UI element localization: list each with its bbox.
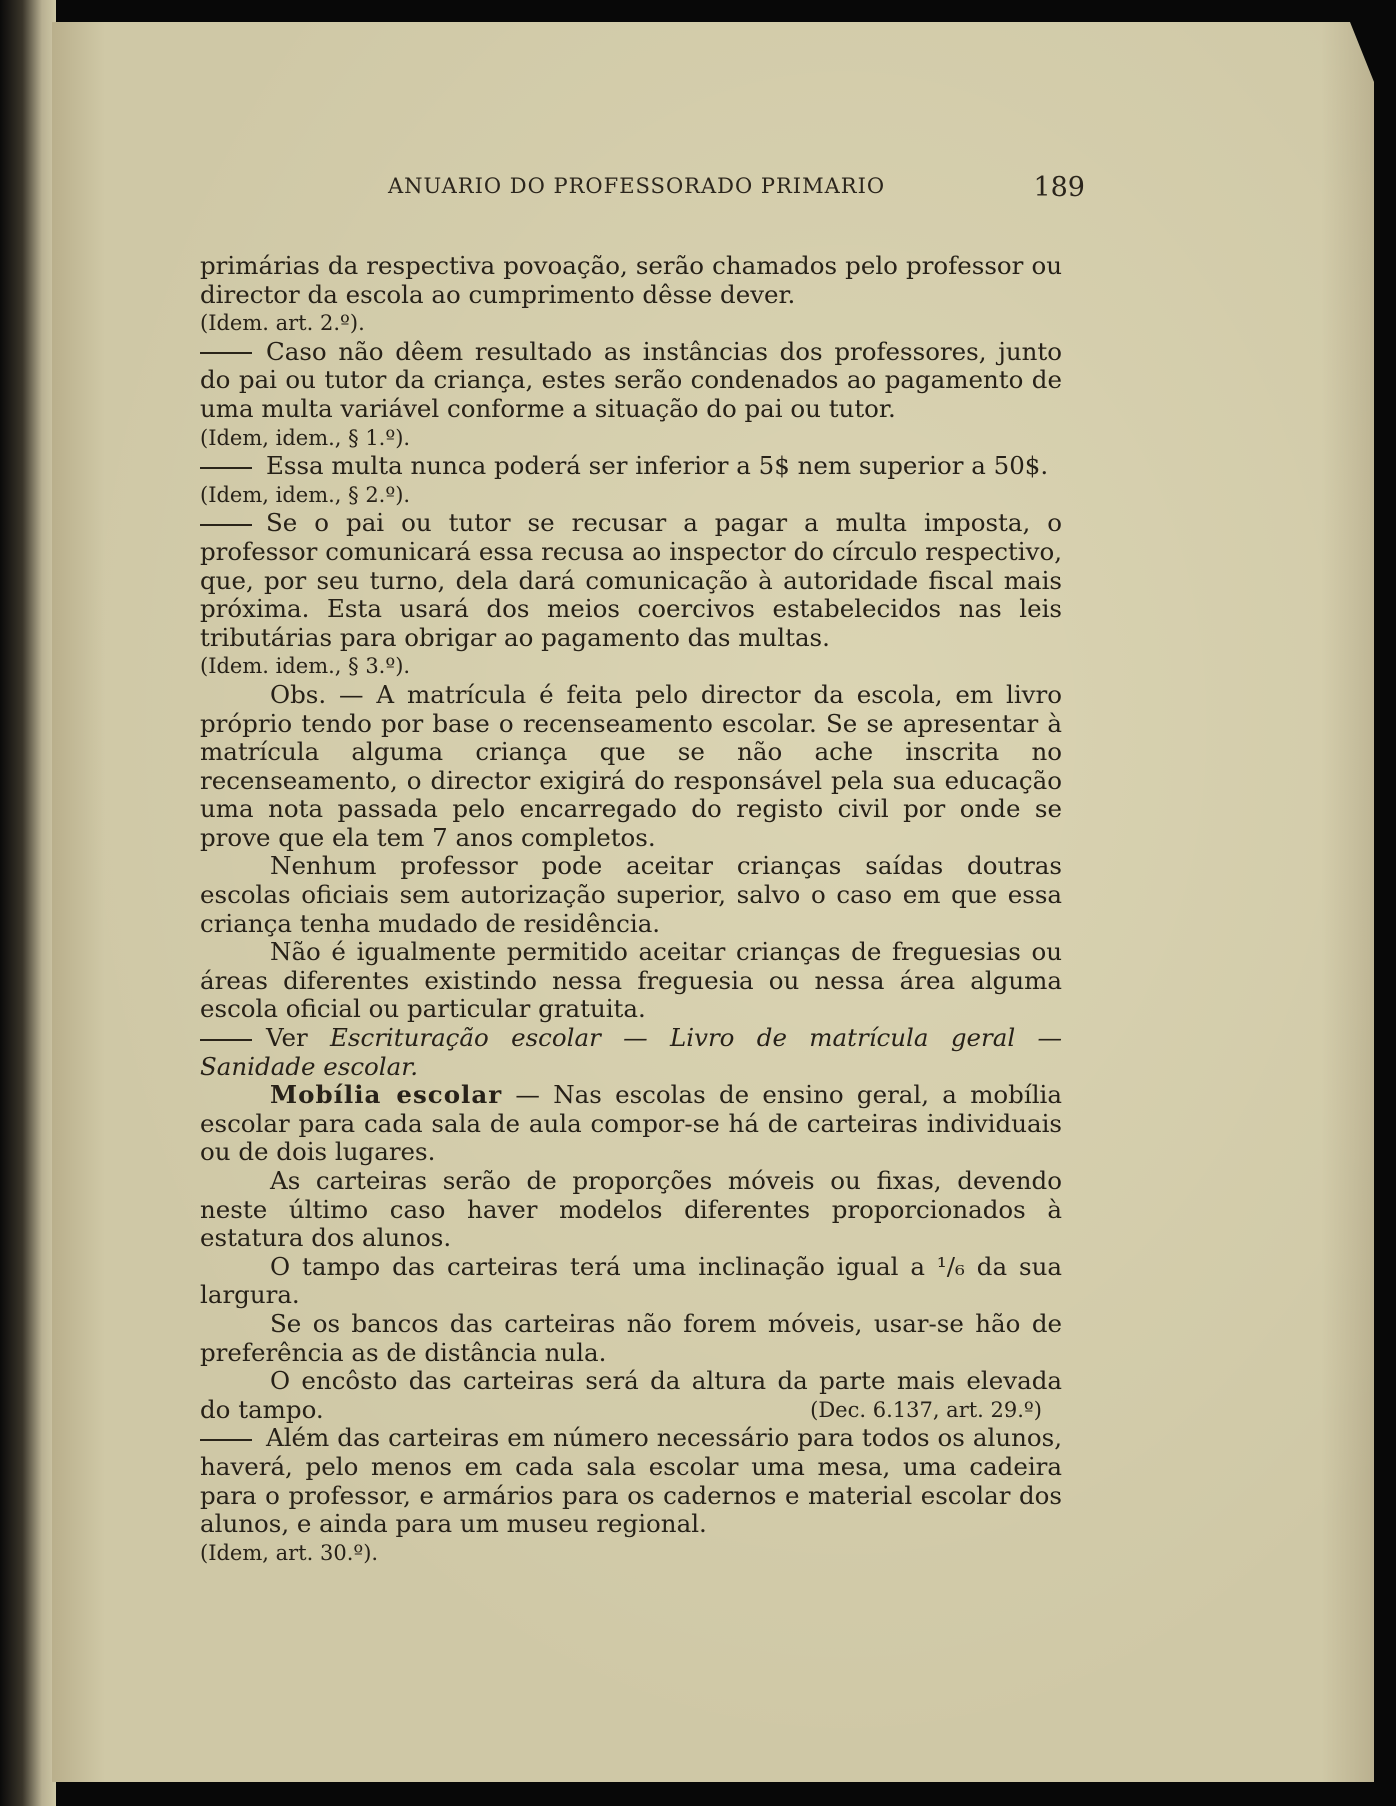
section-heading: Mobília escolar	[270, 1080, 503, 1110]
paragraph: O tampo das carteiras terá uma inclinação igual a ¹/₆ da sua largura.	[200, 1251, 1062, 1310]
body-text	[200, 252, 1062, 1567]
paragraph: primárias da respectiva povoação, serão chamados pelo professor ou director da escola ao cumprimento dêsse dever.	[200, 251, 1062, 309]
paragraph: O encôsto das carteiras será da altura da parte mais elevada do tampo. (Dec. 6.137, art. 29.º)	[200, 1366, 1062, 1424]
paragraph: Se os bancos das carteiras não forem móveis, usar-se hão de preferência as de distância nula.	[200, 1308, 1062, 1367]
citation: (Idem, idem., § 2.º).	[200, 482, 411, 507]
citation: (Dec. 6.137, art. 29.º)	[810, 1397, 1042, 1422]
cross-reference: Ver Escrituração escolar — Livro de matrícula geral — Sanidade escolar.	[200, 1023, 1063, 1081]
paragraph: Além das carteiras em número necessário para todos os alunos, haverá, pelo menos em cada sala escolar uma mesa, uma cadeira para o professor, e armários para os cadernos e material escolar dos alunos, e ainda para um museu regional.	[200, 1423, 1062, 1539]
paragraph: Obs. — A matrícula é feita pelo director da escola, em livro próprio tendo por base o recenseamento escolar. Se se apresentar à matrícula alguma criança que se não ache inscrita no recenseamento, o director exigirá do responsável pela sua educação uma nota passada pelo encarregado do registo civil por onde se prove que ela tem 7 anos completos.	[200, 679, 1062, 852]
paragraph: Essa multa nunca poderá ser inferior a 5$ nem superior a 50$.	[200, 452, 1062, 481]
running-header	[330, 172, 1085, 206]
citation: (Idem. idem., § 3.º).	[200, 654, 411, 679]
paragraph: Nenhum professor pode aceitar crianças saídas doutras escolas oficiais sem autorização superior, salvo o caso em que essa criança tenha mudado de residência.	[200, 851, 1062, 938]
section-paragraph: Mobília escolar — Nas escolas de ensino geral, a mobília escolar para cada sala de aula compor-se há de carteiras individuais ou de dois lugares.	[200, 1080, 1062, 1167]
citation: (Idem, idem., § 1.º).	[200, 425, 411, 450]
book-spine	[0, 0, 56, 1806]
citation: (Idem. art. 2.º).	[200, 311, 365, 336]
paragraph: As carteiras serão de proporções móveis ou fixas, devendo neste último caso haver modelos diferentes proporcionados à estatura dos alunos.	[200, 1166, 1062, 1253]
paragraph: Não é igualmente permitido aceitar crianças de freguesias ou áreas diferentes existindo nessa freguesia ou nessa área alguma escola oficial ou particular gratuita.	[200, 937, 1062, 1024]
page-number: 189	[1033, 172, 1085, 203]
paragraph: Caso não dêem resultado as instâncias dos professores, junto do pai ou tutor da criança, estes serão condenados ao pagamento de uma multa variável conforme a situação do pai ou tutor.	[200, 336, 1062, 423]
cross-reference-titles: Escrituração escolar — Livro de matrícula geral — Sanidade escolar.	[200, 1023, 1063, 1081]
running-title: ANUARIO DO PROFESSORADO PRIMARIO	[388, 174, 886, 198]
paragraph: Se o pai ou tutor se recusar a pagar a multa imposta, o professor comunicará essa recusa ao inspector do círculo respectivo, que, por seu turno, dela dará comunicação à autoridade fiscal mais próxima. Esta usará dos meios coercivos estabelecidos nas leis tributárias para obrigar ao pagamento das multas.	[200, 508, 1062, 652]
citation: (Idem, art. 30.º).	[200, 1540, 379, 1565]
